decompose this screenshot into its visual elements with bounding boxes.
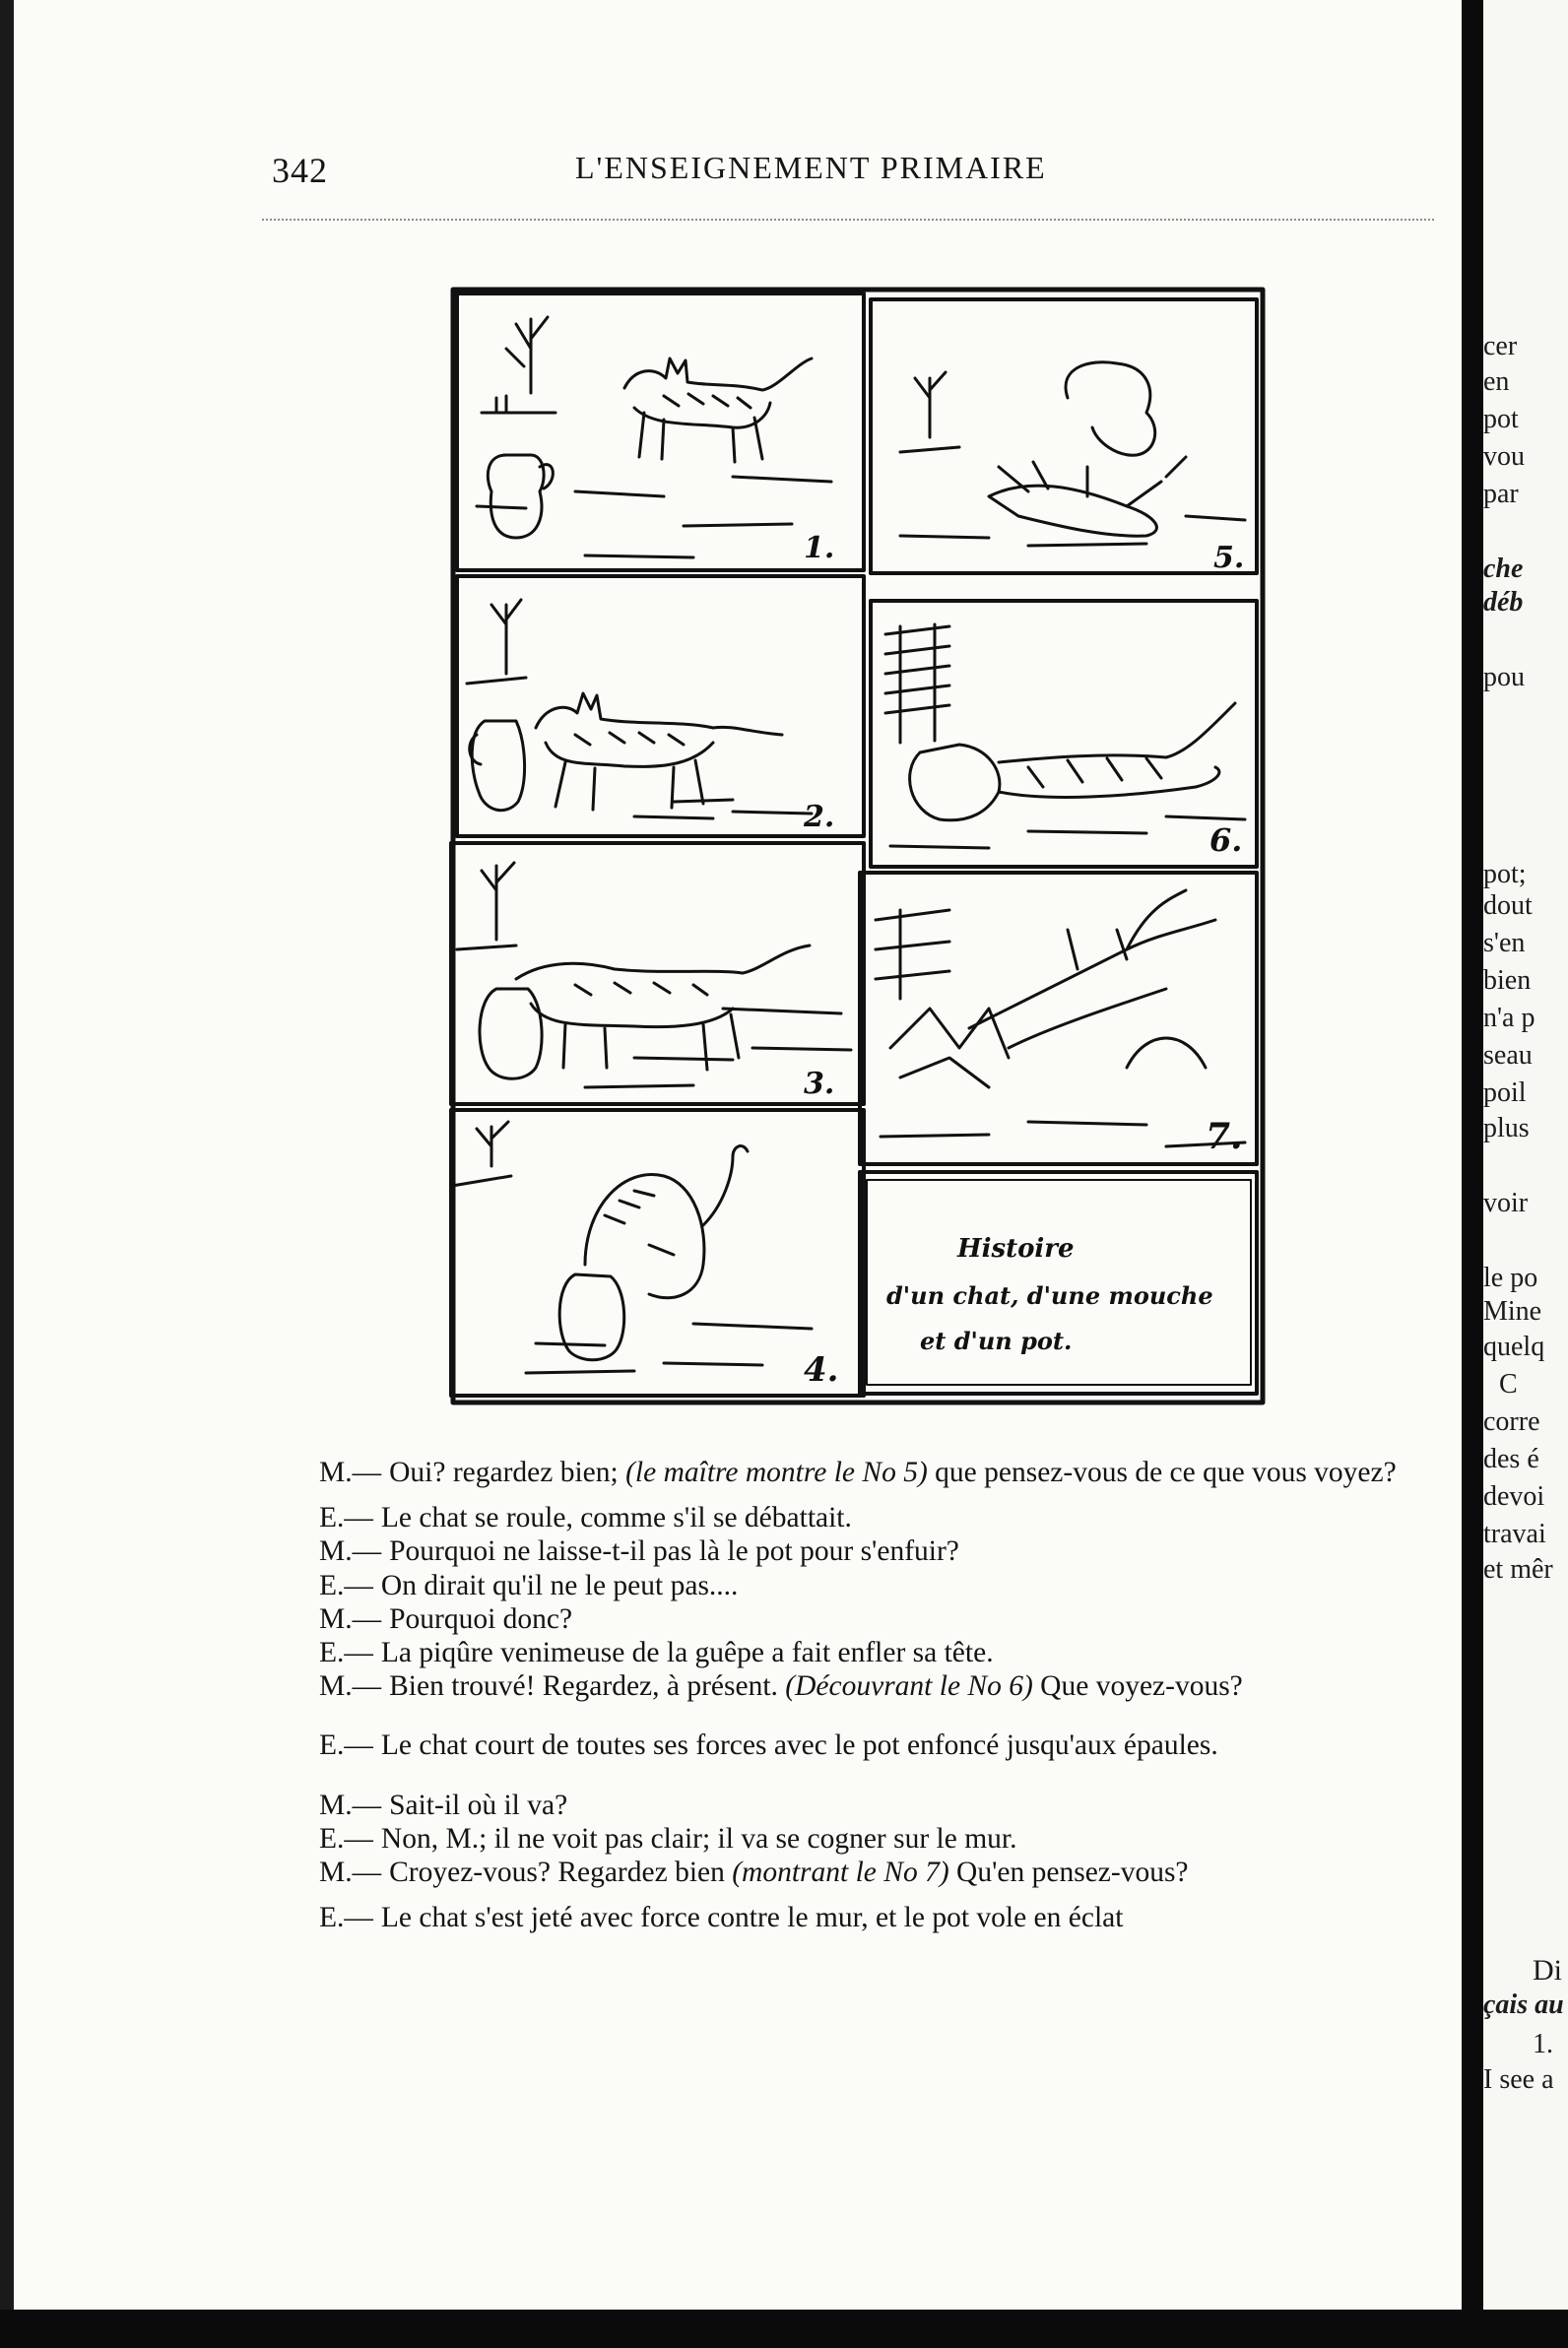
panel-3-drawing xyxy=(457,863,851,1087)
fragment-line: n'a p xyxy=(1483,1003,1535,1033)
speaker-label: M.— xyxy=(319,1857,382,1889)
fragment-line: 1. xyxy=(1533,2029,1553,2059)
speaker-label: E.— xyxy=(319,1502,373,1534)
fragment-line: déb xyxy=(1483,587,1524,618)
line-text: Croyez-vous? Regardez bien xyxy=(389,1857,733,1889)
dialogue-line xyxy=(252,1669,1432,1703)
fragment-line: Mine xyxy=(1483,1296,1542,1327)
fragment-line: che xyxy=(1483,554,1524,584)
dialogue-line xyxy=(252,1856,1432,1889)
panel-number-4: 4. xyxy=(804,1350,839,1390)
panel-4-drawing xyxy=(452,1122,812,1373)
speaker-label: E.— xyxy=(319,1729,373,1762)
panel-1 xyxy=(457,294,864,570)
header-rule xyxy=(262,219,1434,221)
line-text: Pourquoi ne laisse-t-il pas là le pot pour s'enfuir? xyxy=(389,1535,959,1568)
panel-number-5: 5. xyxy=(1213,541,1245,575)
panel-6-drawing xyxy=(885,624,1245,848)
fragment-line: travai xyxy=(1483,1519,1546,1549)
page-gutter xyxy=(1462,0,1483,2310)
panel-5-drawing xyxy=(900,362,1245,546)
dialogue-line xyxy=(252,1569,1432,1602)
stage-direction: (le maître montre le No 5) xyxy=(625,1457,928,1488)
fragment-line: voir xyxy=(1483,1188,1529,1218)
dialogue-line xyxy=(252,1602,1432,1636)
line-text: Oui? regardez bien; xyxy=(389,1457,626,1488)
dialogue-line xyxy=(252,1501,1432,1534)
panel-6 xyxy=(871,601,1257,867)
speaker-label: E.— xyxy=(319,1822,373,1855)
scan-bottom-edge xyxy=(0,2310,1568,2348)
dialogue-line xyxy=(252,1534,1432,1568)
caption-line-2: d'un chat, d'une mouche xyxy=(886,1281,1213,1310)
line-text: Bien trouvé! Regardez, à présent. xyxy=(389,1670,786,1703)
speaker-label: M.— xyxy=(319,1670,382,1703)
line-text-after: Qu'en pensez-vous? xyxy=(948,1857,1189,1889)
fragment-line: vou xyxy=(1483,441,1525,472)
book-page xyxy=(14,0,1462,2310)
dialogue-line xyxy=(252,1822,1432,1856)
dialogue-line xyxy=(252,1728,1432,1762)
line-text-after: Que voyez-vous? xyxy=(1032,1670,1243,1703)
stage-direction: (montrant le No 7) xyxy=(732,1857,949,1889)
panel-number-6: 6. xyxy=(1209,821,1243,859)
speaker-label: M.— xyxy=(319,1535,382,1568)
panel-number-2: 2. xyxy=(804,800,835,834)
dialogue-line xyxy=(252,1789,1432,1822)
line-text-after: que pensez-vous de ce que vous voyez? xyxy=(927,1457,1397,1488)
fragment-line: s'en xyxy=(1483,928,1526,958)
speaker-label: M.— xyxy=(319,1457,382,1488)
comic-strip-figure xyxy=(437,280,1279,1412)
scan-edge xyxy=(0,0,14,2348)
dialogue-line xyxy=(252,1456,1432,1489)
panel-2 xyxy=(457,576,864,836)
fragment-line: et mêr xyxy=(1483,1554,1553,1585)
fragment-line: seau xyxy=(1483,1040,1533,1071)
fragment-line: des é xyxy=(1483,1444,1539,1474)
line-text: Le chat s'est jeté avec force contre le mur, et le pot vole en éclat xyxy=(380,1902,1124,1934)
line-text: On dirait qu'il ne le peut pas.... xyxy=(380,1569,739,1601)
fragment-line: I see a xyxy=(1483,2064,1554,2095)
fragment-line: poil xyxy=(1483,1077,1527,1108)
fragment-line: par xyxy=(1483,479,1519,509)
fragment-line: C xyxy=(1499,1369,1518,1400)
speaker-label: M.— xyxy=(319,1789,382,1821)
fragment-line: pot; xyxy=(1483,859,1527,889)
panel-number-7: 7. xyxy=(1206,1116,1243,1157)
speaker-label: M.— xyxy=(319,1602,382,1635)
fragment-line: pou xyxy=(1483,662,1525,692)
panel-3 xyxy=(451,843,864,1104)
line-text: Le chat se roule, comme s'il se débattait. xyxy=(380,1502,852,1534)
panel-7-drawing xyxy=(876,890,1245,1146)
fragment-line: le po xyxy=(1483,1263,1538,1293)
fragment-line: quelq xyxy=(1483,1332,1545,1362)
caption-line-3: et d'un pot. xyxy=(920,1327,1073,1355)
panel-number-1: 1. xyxy=(804,531,835,565)
fragment-line: Di xyxy=(1533,1954,1562,1987)
journal-title: L'ENSEIGNEMENT PRIMAIRE xyxy=(575,150,1047,185)
panel-number-3: 3. xyxy=(804,1067,835,1101)
fragment-line: çais au xyxy=(1483,1989,1564,2020)
fragment-line: corre xyxy=(1483,1406,1540,1437)
line-text: Pourquoi donc? xyxy=(389,1602,573,1635)
line-text: Non, M.; il ne voit pas clair; il va se cogner sur le mur. xyxy=(380,1822,1017,1855)
dialogue-line xyxy=(252,1901,1432,1934)
panel-1-drawing xyxy=(477,317,831,557)
panel-2-drawing xyxy=(467,600,812,818)
running-head xyxy=(14,146,1462,205)
line-text: Le chat court de toutes ses forces avec le pot enfoncé jusqu'aux épaules. xyxy=(380,1729,1218,1762)
fragment-line: cer xyxy=(1483,331,1518,361)
line-text: La piqûre venimeuse de la guêpe a fait enfler sa tête. xyxy=(380,1637,994,1669)
fragment-line: bien xyxy=(1483,965,1532,996)
fragment-line: plus xyxy=(1483,1113,1530,1143)
fragment-line: pot xyxy=(1483,404,1519,434)
stage-direction: (Découvrant le No 6) xyxy=(785,1670,1033,1703)
illustration-panels xyxy=(437,280,1279,1412)
speaker-label: E.— xyxy=(319,1637,373,1669)
fragment-line: devoi xyxy=(1483,1481,1545,1512)
line-text: Sait-il où il va? xyxy=(389,1789,568,1821)
caption-line-1: Histoire xyxy=(957,1234,1075,1264)
speaker-label: E.— xyxy=(319,1902,373,1934)
adjacent-page-fragment xyxy=(1483,0,1568,2310)
page-number: 342 xyxy=(272,151,328,190)
dialogue-text xyxy=(252,1456,1432,1934)
fragment-line: en xyxy=(1483,366,1510,397)
speaker-label: E.— xyxy=(319,1569,373,1601)
panel-4 xyxy=(451,1110,864,1396)
fragment-line: dout xyxy=(1483,890,1533,921)
dialogue-line xyxy=(252,1636,1432,1669)
